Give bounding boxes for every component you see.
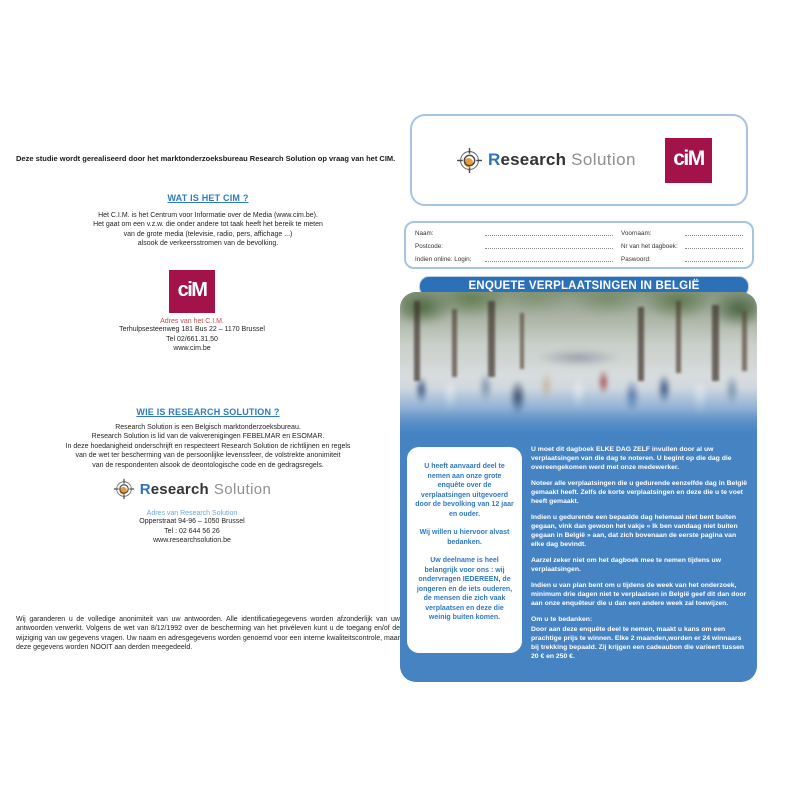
form-dotted-line bbox=[485, 254, 613, 262]
rs-logo-wordmark-research: Research bbox=[139, 480, 209, 498]
cim-description-line: Het gaat om een v.z.w. die onder andere tot taak heeft het bereik te meten bbox=[93, 221, 323, 229]
instruction-paragraph: Indien u van plan bent om u tijdens de week van het onderzoek, minimum drie dagen niet te verplaatsen in België geef dit dan door aan onze enquêteur die u dan een andere week zal toewijzen. bbox=[531, 582, 747, 607]
form-dotted-line bbox=[485, 228, 613, 236]
cim-description-paragraph bbox=[16, 211, 400, 249]
photo-blue-fade bbox=[400, 388, 757, 438]
rs-address-web: www.researchsolution.be bbox=[153, 537, 231, 545]
diary-instructions bbox=[531, 445, 750, 668]
cim-logo-text: ciM bbox=[673, 147, 704, 170]
cim-description-line: Het C.I.M. is het Centrum voor Informatie over de Media (www.cim.be). bbox=[98, 212, 318, 219]
street-crowd-photo bbox=[400, 292, 757, 438]
thanks-paragraph: Door aan deze enquête deel te nemen, maakt u kans om een prachtige prijs te winnen. Elke 2 maanden,worden er 24 winnaars bij trekking bepaald. Zij krijgen een cadeaubon die varieert tussen 20 € en 250 €. bbox=[531, 626, 745, 660]
survey-title-banner: ENQUETE VERPLAATSINGEN IN BELGIË bbox=[419, 276, 749, 297]
rs-description-line: van de respondenten alsook de deontologische code en de gedragsregels. bbox=[92, 461, 324, 469]
research-solution-logo bbox=[113, 478, 272, 500]
form-row bbox=[415, 241, 743, 250]
crosshair-target-icon bbox=[113, 478, 135, 500]
form-row bbox=[415, 228, 743, 237]
form-dotted-line bbox=[685, 254, 743, 262]
cim-address-tel: Tel 02/661.31.50 bbox=[166, 335, 218, 343]
cim-address-block bbox=[16, 270, 368, 354]
form-dotted-line bbox=[485, 241, 613, 249]
instruction-paragraph: Noteer alle verplaatsingen die u gedurende eenzelfde dag in België gemaakt heeft. Zelfs de korte verplaatsingen en deze die u te voet heeft gemaakt. bbox=[531, 480, 748, 505]
study-intro-line: Deze studie wordt gerealiseerd door het marktonderzoeksbureau Research Solution op vraag van het CIM. bbox=[16, 154, 396, 163]
rs-description-line: In deze hoedanigheid onderschrijft en respecteert Research Solution de richtlijnen en regels bbox=[65, 442, 351, 450]
logo-header-card bbox=[410, 114, 748, 206]
heading-wat-is-het-cim: WAT IS HET CIM ? bbox=[167, 193, 249, 203]
form-label-postcode: Postcode: bbox=[415, 243, 444, 250]
rs-address-tel: Tel : 02 644 56 26 bbox=[164, 527, 220, 535]
thanks-heading: Om u te bedanken: bbox=[531, 616, 593, 623]
instruction-paragraph: Indien u gedurende een bepaalde dag helemaal niet bent buiten gegaan, vink dan gewoon het vakje « Ik ben vandaag niet buiten gegaan in België » aan, dat zich bovenaan de eerste pagina van elke dag bevindt. bbox=[531, 514, 738, 548]
instruction-paragraph: U moet dit dagboek ELKE DAG ZELF invullen door al uw verplaatsingen van die dag te noteren. U begint op die dag die overeengekomen werd met onze medewerker. bbox=[531, 446, 732, 471]
rs-logo-wordmark-solution: Solution bbox=[213, 480, 272, 498]
respondent-form-card bbox=[404, 221, 754, 269]
form-row bbox=[415, 254, 743, 263]
intro-box-importance: Uw deelname is heel belangrijk voor ons : wij ondervragen IEDEREEN, de jongeren en de iets ouderen, de mensen die zich vaak verplaatsen en deze die weinig buiten komen. bbox=[416, 557, 513, 621]
form-label-login: Indien online: Login: bbox=[415, 256, 472, 263]
intro-box-paragraph: U heeft aanvaard deel te nemen aan onze grote enquête over de verplaatsingen uitgevoerd door de bevolking van 12 jaar en ouder. bbox=[415, 463, 514, 518]
cim-address-title: Adres van het C.I.M. bbox=[160, 318, 224, 325]
rs-address-street: Opperstraat 94-96 – 1050 Brussel bbox=[139, 518, 245, 525]
rs-description-line: van de wet ter bescherming van de persoonlijke levenssfeer, de volstrekte anonimiteit bbox=[75, 452, 341, 460]
participation-intro-box bbox=[407, 447, 522, 653]
rs-logo-wordmark-solution: Solution bbox=[571, 150, 636, 169]
rs-logo-wordmark-research: Research bbox=[488, 150, 567, 169]
intro-box-thanks: Wij willen u hiervoor alvast bedanken. bbox=[419, 529, 510, 546]
research-solution-logo bbox=[456, 147, 636, 174]
cim-logo bbox=[665, 138, 712, 183]
cim-logo bbox=[169, 270, 215, 313]
form-label-naam: Naam: bbox=[415, 230, 434, 237]
rs-description-line: Research Solution is lid van de vakverenigingen FEBELMAR en ESOMAR. bbox=[91, 433, 325, 441]
privacy-guarantee-paragraph: Wij garanderen u de volledige anonimiteit van uw antwoorden. Alle identificatiegegevens worden afzonderlijk van uw antwoorden verwerkt. Volgens de wet van 8/12/1992 over de bescherming van het privéleven kunt u de toegang en/of de wijziging van uw gegevens vragen. Uw naam en adresgegevens worden genoemd voor een interne kwaliteitscontrole, maar deze gegevens worden NOOIT aan derden meegedeeld. bbox=[16, 616, 400, 651]
rs-description-paragraph bbox=[16, 423, 400, 470]
cim-logo-text: ciM bbox=[177, 279, 207, 301]
form-dotted-line bbox=[685, 228, 743, 236]
form-dotted-line bbox=[685, 241, 743, 249]
cim-address-web: www.cim.be bbox=[173, 345, 211, 353]
instruction-paragraph: Aarzel zeker niet om het dagboek mee te nemen tijdens uw verplaatsingen. bbox=[531, 557, 721, 573]
cim-address-street: Terhulpsesteenweg 181 Bus 22 – 1170 Brussel bbox=[119, 326, 265, 333]
heading-wie-is-research-solution: WIE IS RESEARCH SOLUTION ? bbox=[136, 407, 280, 417]
crosshair-target-icon bbox=[456, 147, 483, 174]
cim-description-line: alsook de verkeersstromen van de bevolking. bbox=[137, 240, 279, 248]
rs-description-line: Research Solution is een Belgisch marktonderzoeksbureau. bbox=[115, 424, 301, 431]
form-label-voornaam: Voornaam: bbox=[621, 230, 652, 237]
form-label-dagboeknummer: Nr van het dagboek: bbox=[621, 243, 678, 250]
rs-address-title: Adres van Research Solution bbox=[146, 510, 238, 517]
form-label-paswoord: Paswoord: bbox=[621, 256, 651, 263]
cim-description-line: van de grote media (televisie, radio, pers, affichage ...) bbox=[123, 230, 293, 238]
rs-address-block bbox=[16, 478, 368, 546]
